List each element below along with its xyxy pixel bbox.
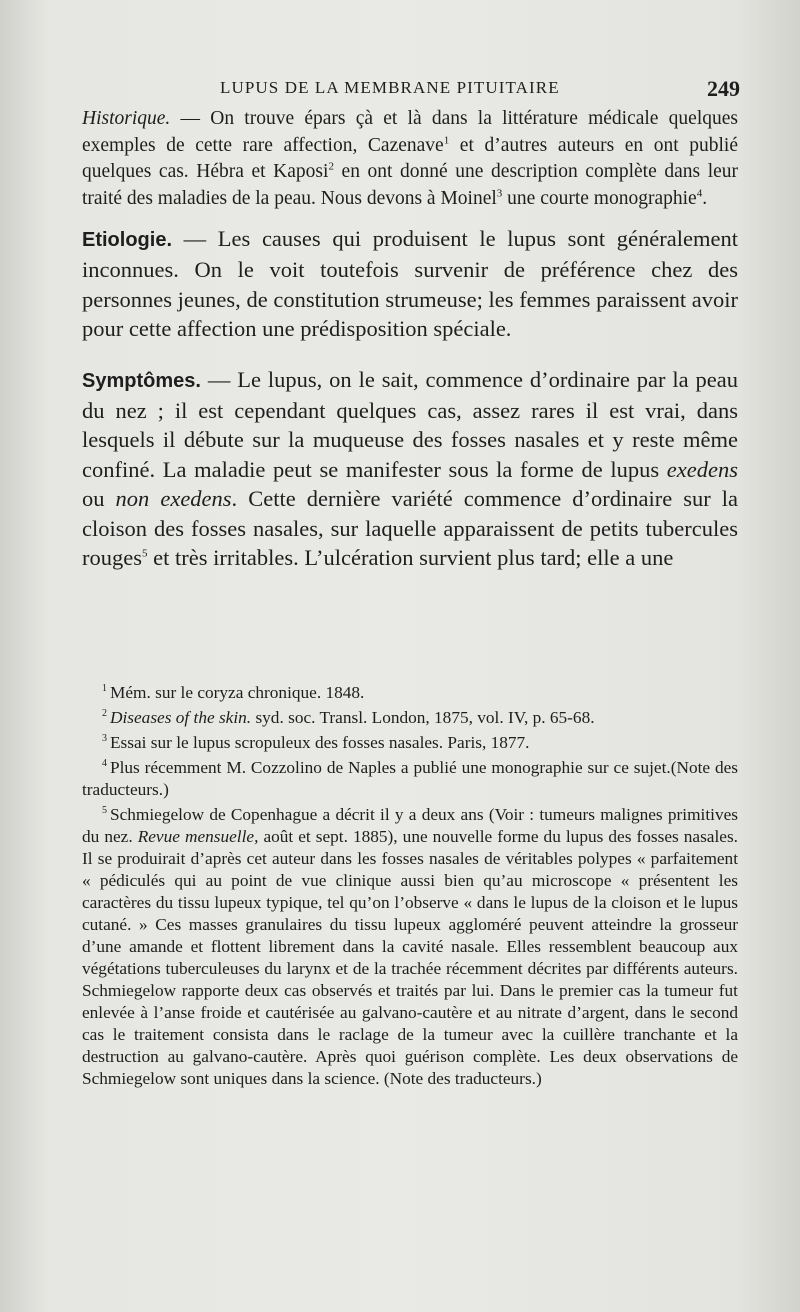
footnote-5-number: 5 [102,805,107,817]
page-header [80,76,740,102]
etiologie-text: — Les causes qui produisent le lupus sont généralement inconnues. On le voit toutefois survenir de préférence chez des personnes jeunes, de constitution strumeuse; les femmes paraissent avoir pour cette affection une prédisposition spéciale. [82,226,738,342]
historique-text-3: en ont donné une description complète dans leur traité des maladies de la peau. Nous devons à Moinel [82,161,739,209]
footnote-5-text-2: août et sept. 1885), une nouvelle forme du lupus des fosses nasales. Il se produirait d’après cet auteur dans les fosses nasales de véritables polypes « parfaitement « pédiculés qui au point de vue clinique aussi bien qu’au microscope « présentent les caractères du tissu lupeux typique, tel qu’on l’observe « dans le lupus de la cloison et le lupus cutané. » Ces masses granulaires du tissu lupeux aggloméré peuvent atteindre la grosseur d’une amande et flottent librement dans la cavité nasale. Elles ressemblent beaucoup aux végétations tuberculeuses du larynx et de la trachée récemment décrites par différents auteurs. Schmiegelow rapporte deux cas observés et traités par lui. Dans le premier cas la tumeur fut enlevée à l’anse froide et cautérisée au galvano-cautère et au nitrate d’argent, dans le second cas le traitement consista dans le raclage de la tumeur avec la cuillère tranchante et la destruction au galvano-cautère. Après quoi guérison complète. Les deux observations de Schmiegelow sont uniques dans la science. (Note des traducteurs.) [82,827,738,1088]
historique-text-1: — On trouve épars çà et là dans la littérature médicale quelques exemples de cette rare affection, Cazenave [82,108,738,156]
footnote-2 [82,707,738,729]
running-title: LUPUS DE LA MEMBRANE PITUITAIRE [220,78,560,97]
paragraph-etiologie [82,224,738,344]
main-text [82,106,738,572]
footnote-5-journal: Revue mensuelle, [137,827,259,846]
symptomes-heading: Symptômes. [82,369,201,392]
footnote-3-number: 3 [102,733,107,745]
footnote-5 [82,804,738,1090]
footnote-ref-1: 1 [443,134,450,146]
paragraph-historique [82,106,738,212]
footnote-2-number: 2 [102,708,107,720]
footnote-5-text-1: Schmiegelow de Copenhague a décrit il y a deux ans (Voir : tumeurs malignes primitives du nez. [82,805,738,846]
footnotes [82,682,738,1090]
paragraph-symptomes [82,365,738,573]
footnote-ref-3: 3 [496,187,503,199]
footnote-1-text: Mém. sur le coryza chronique. 1848. [110,683,365,702]
footnote-4-text: Plus récemment M. Cozzolino de Naples a publié une monographie sur ce sujet.(Note des traducteurs.) [82,758,738,799]
symptomes-italic-exedens: exedens [666,456,738,482]
etiologie-heading: Etiologie. [82,229,172,251]
footnote-ref-4: 4 [696,187,703,199]
symptomes-italic-non-exedens: non exedens [115,486,232,512]
footnote-2-title: Diseases of the skin. [110,708,252,727]
footnote-2-text: syd. soc. Transl. London, 1875, vol. IV, p. 65-68. [251,708,595,727]
footnote-ref-5: 5 [142,547,148,560]
historique-text-2: et d’autres auteurs en ont publié quelques cas. Hébra et Kaposi [82,134,739,182]
symptomes-text-1: — Le lupus, on le sait, commence d’ordinaire par la peau du nez ; il est cependant quelques cas, assez rares il est vrai, dans lesquels il débute sur la muqueuse des fosses nasales et y reste même confiné. La maladie peut se manifester sous la forme de lupus [82,366,738,482]
page-number: 249 [707,76,740,101]
symptomes-text-4: et très irritables. L’ulcération survient plus tard; elle a une [147,545,674,571]
footnote-4 [82,757,738,801]
historique-text-5: . [702,187,708,209]
historique-heading: Historique. [82,108,171,129]
footnote-3-text: Essai sur le lupus scropuleux des fosses nasales. Paris, 1877. [110,733,530,752]
symptomes-text-3: . Cette dernière variété commence d’ordinaire sur la cloison des fosses nasales, sur laquelle apparaissent de petits tubercules rouges [82,486,738,571]
historique-text-4: une courte monographie [502,187,697,209]
symptomes-text-2: ou [82,486,116,512]
footnote-1 [82,682,738,704]
footnote-1-number: 1 [102,683,107,695]
footnote-4-number: 4 [102,758,107,770]
footnote-3 [82,732,738,754]
footnote-ref-2: 2 [328,160,334,173]
